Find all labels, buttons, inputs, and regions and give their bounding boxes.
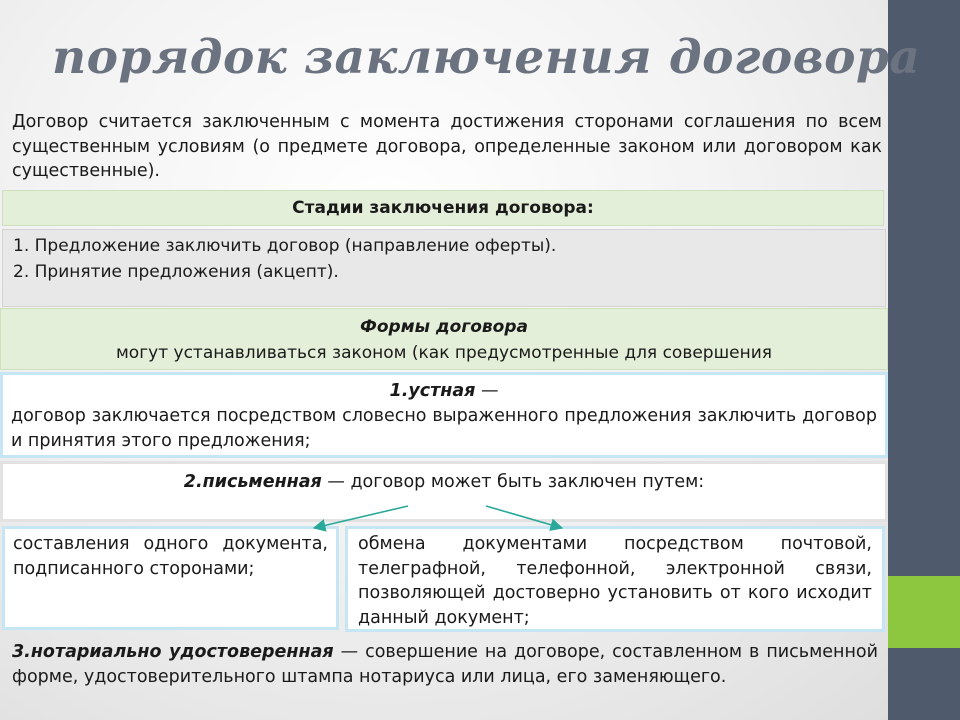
- oral-form-text: договор заключается посредством словесно выраженного предложения заключить договор и принятия этого предложения;: [11, 406, 877, 451]
- written-form-text: — договор может быть заключен путем:: [321, 472, 705, 492]
- written-option-single-document: составления одного документа, подписанного сторонами;: [2, 526, 339, 630]
- oral-form-box: [0, 372, 888, 458]
- intro-paragraph: Договор считается заключенным с момента достижения сторонами соглашения по всем существенным условиям (о предмете договора, определенные законом или договором как существенные).: [12, 112, 882, 181]
- notarial-form-text: — совершение на договоре, составленном в письменной форме, удостоверительного штампа нотариуса или лица, его заменяющего.: [12, 642, 879, 687]
- stages-header: Стадии заключения договора:: [2, 190, 884, 226]
- written-form-box: [0, 461, 888, 522]
- notarial-form-title: 3.нотариально удостоверенная: [12, 642, 334, 662]
- stage-item-acceptance: 2. Принятие предложения (акцепт).: [13, 262, 339, 282]
- written-option-document-exchange: обмена документами посредством почтовой, телеграфной, телефонной, электронной связи, позволяющей достоверно установить от кого исходит данный документ;: [345, 526, 885, 632]
- notarial-form-paragraph: [12, 640, 878, 689]
- oral-form-title: 1.устная: [389, 381, 476, 401]
- oral-form-heading: [11, 379, 877, 404]
- forms-text: могут устанавливаться законом (как предусмотренные для совершения: [115, 343, 772, 363]
- oral-form-dash: —: [475, 381, 499, 401]
- forms-header: [0, 308, 888, 370]
- stage-item-offer: 1. Предложение заключить договор (направление оферты).: [13, 236, 557, 256]
- slide-title: порядок заключения договора: [52, 30, 921, 85]
- right-accent-square: [888, 576, 960, 648]
- stages-list: [2, 229, 886, 307]
- written-form-title: 2.письменная: [183, 472, 322, 492]
- forms-title: Формы договора: [360, 317, 528, 337]
